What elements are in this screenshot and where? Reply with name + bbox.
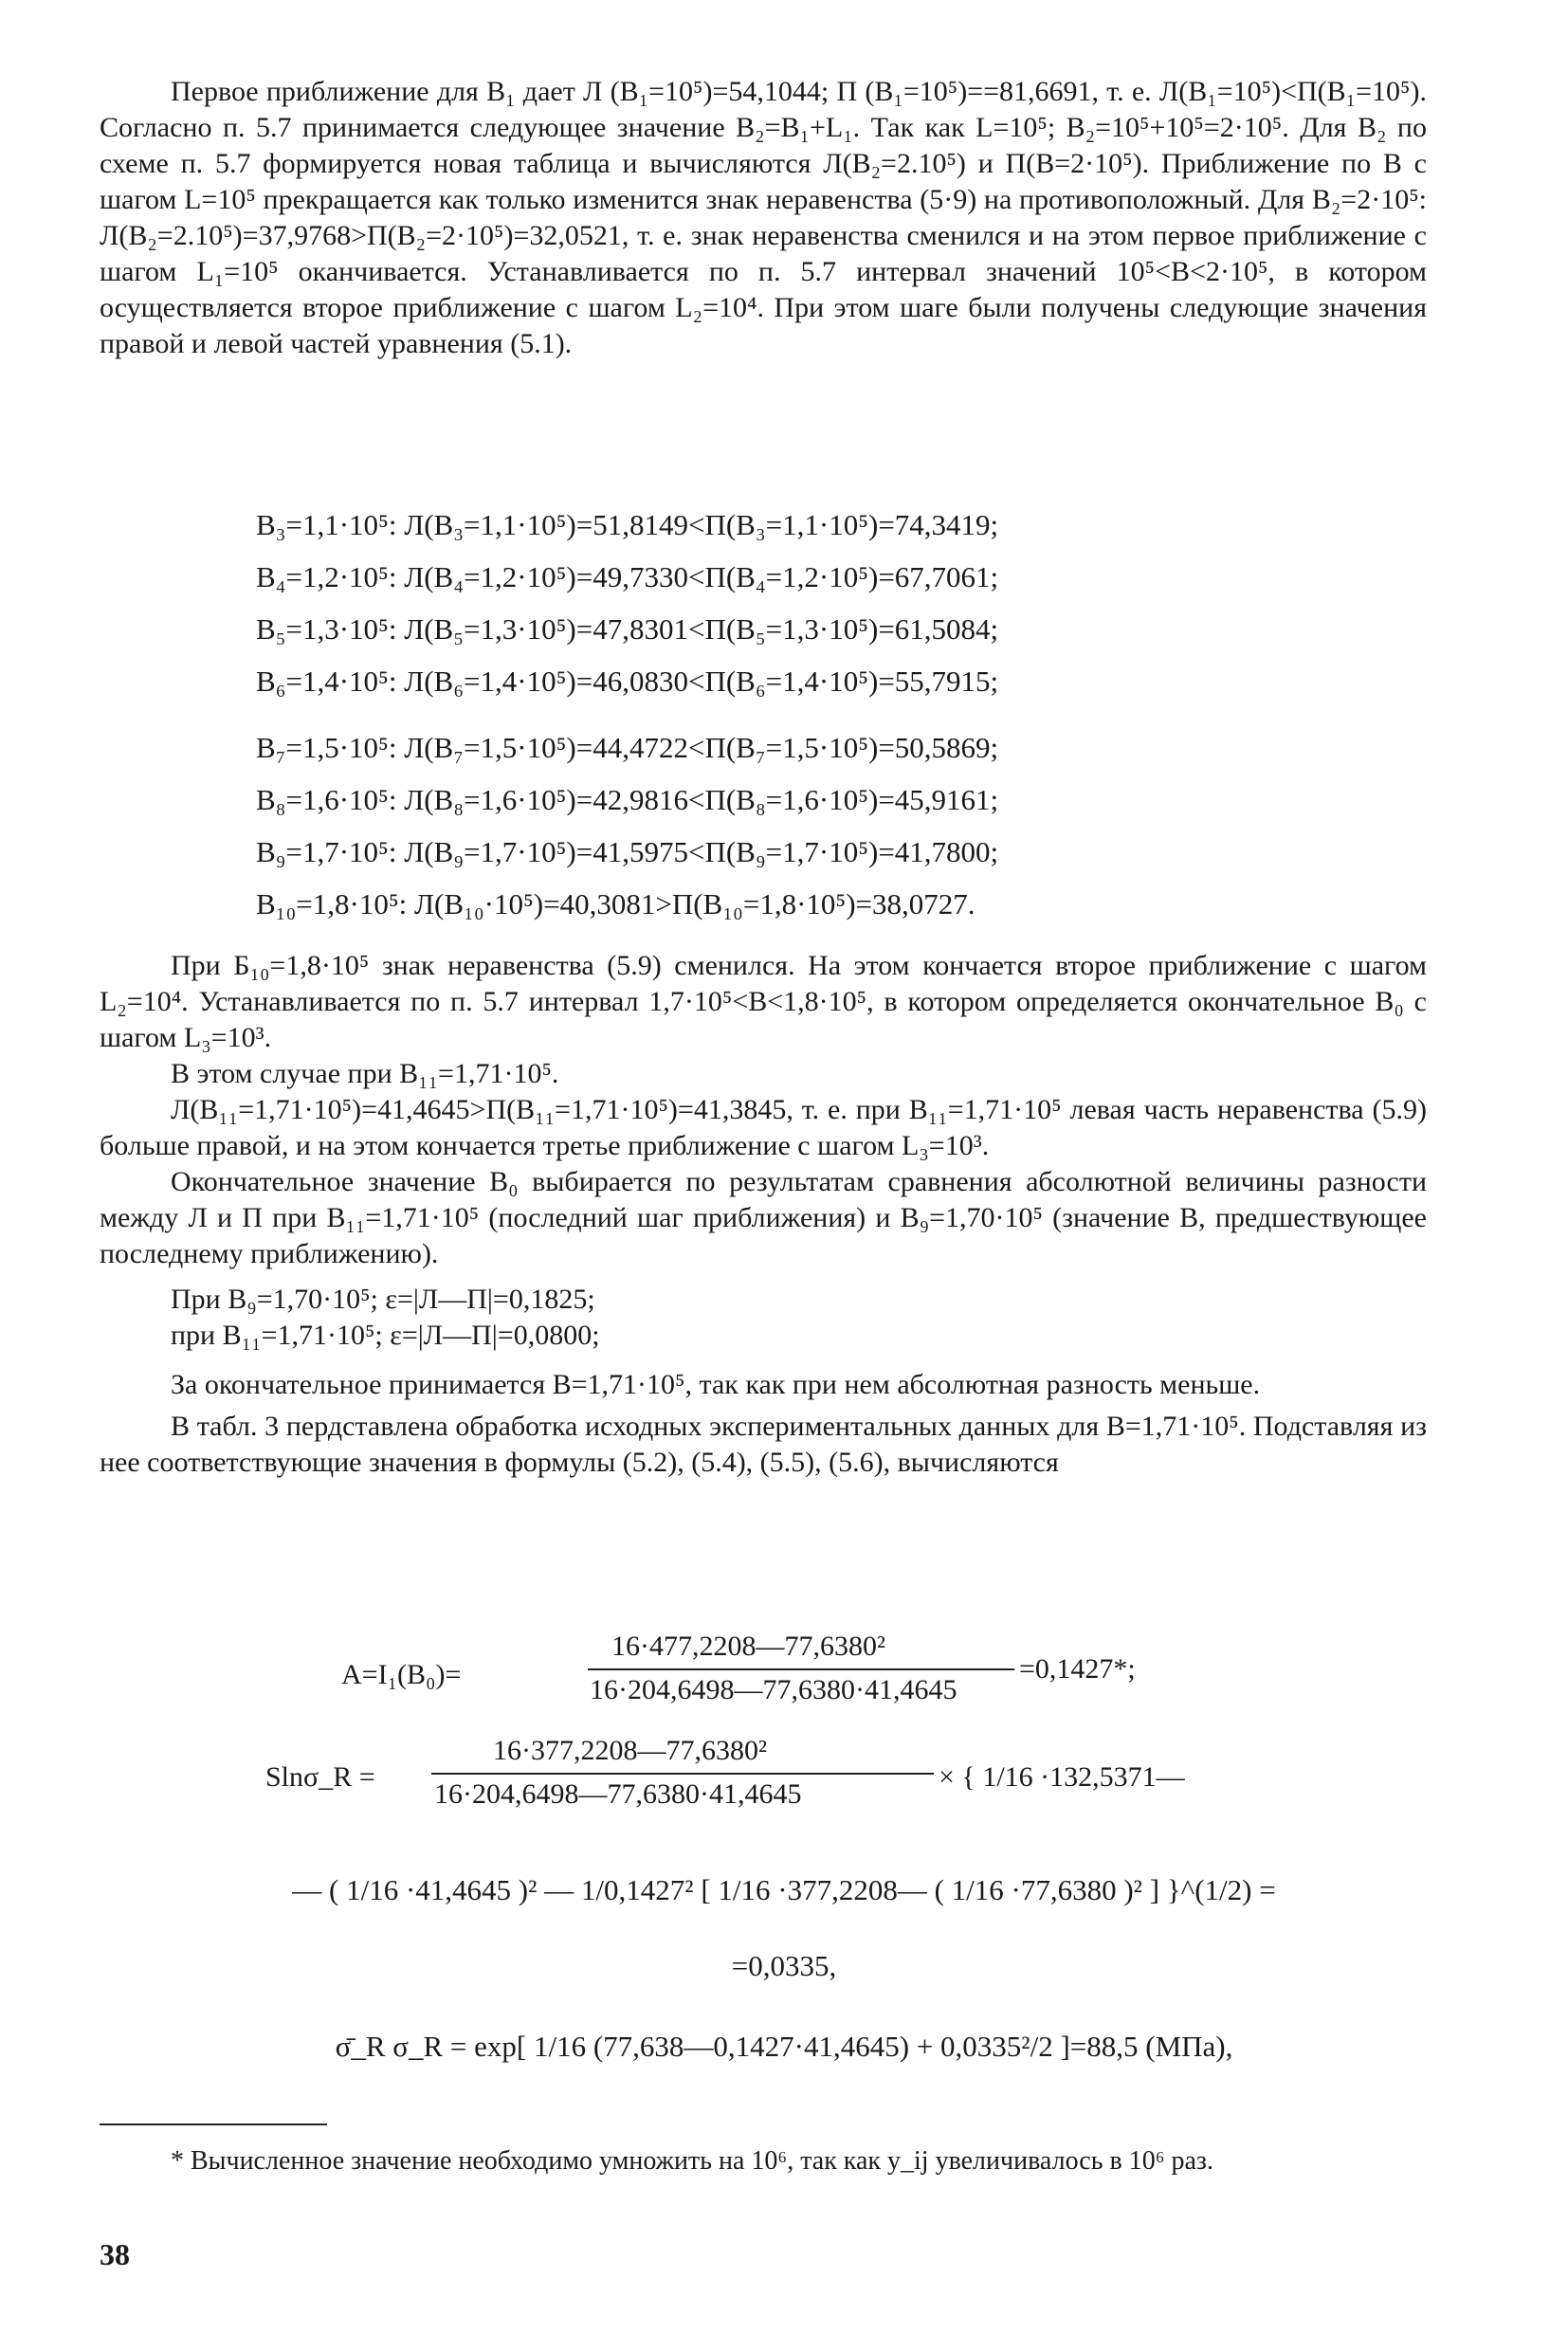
equation-b6: B₆=1,4·10⁵: Л(B₆=1,4·10⁵)=46,0830<П(B₆=1,4·10⁵)=55,7915; (256, 665, 999, 698)
intro-paragraph-block (100, 74, 1427, 362)
equation-b10: B₁₀=1,8·10⁵: Л(B₁₀·10⁵)=40,3081>П(B₁₀=1,8·10⁵)=38,0727. (256, 887, 975, 920)
formula-s-result: =0,0335, (731, 1949, 837, 1982)
intro-paragraph: Первое приближение для B₁ дает Л (B₁=10⁵)=54,1044; П (B₁=10⁵)==81,6691, т. е. Л(B₁=10⁵)<П(B₁=10⁵). Согласно п. 5.7 принимается следующее значение B₂=B₁+L₁. Так как L=10⁵; B₂=10⁵+10⁵=2·10⁵. Для B₂ по схеме п. 5.7 формируется новая таблица и вычисляются Л(B₂=2.10⁵) и П(B=2·10⁵). Приближение по B с шагом L=10⁵ прекращается как только изменится знак неравенства (5·9) на противоположный. Для B₂=2·10⁵: Л(B₂=2.10⁵)=37,9768>П(B₂=2·10⁵)=32,0521, т. е. знак неравенства сменился и на этом первое приближение с шагом L₁=10⁵ оканчивается. Устанавливается по п. 5.7 интервал значений 10⁵<B<2·10⁵, в котором осуществляется второе приближение с шагом L₂=10⁴. При этом шаге были получены следующие значения правой и левой частей уравнения (5.1). (100, 76, 1427, 359)
equation-b7: B₇=1,5·10⁵: Л(B₇=1,5·10⁵)=44,4722<П(B₇=1,5·10⁵)=50,5869; (256, 731, 999, 764)
formula-sigma: σ̄_R σ_R = exp[ 1/16 (77,638—0,1427·41,4645) + 0,0335²/2 ]=88,5 (МПа), (335, 2030, 1233, 2063)
paragraph-table3: В табл. 3 пердставлена обработка исходных экспериментальных данных для B=1,71·10⁵. Подставляя из нее соответствующие значения в формулы (5.2), (5.4), (5.5), (5.6), вычисляются (100, 1411, 1427, 1478)
equation-b5: B₅=1,3·10⁵: Л(B₅=1,3·10⁵)=47,8301<П(B₅=1,3·10⁵)=61,5084; (256, 612, 999, 646)
paragraph-third-approx: Л(B₁₁=1,71·10⁵)=41,4645>П(B₁₁=1,71·10⁵)=41,3845, т. е. при B₁₁=1,71·10⁵ левая часть неравенства (5.9) больше правой, и на этом кончается третье приближение с шагом L₃=10³. (100, 1094, 1427, 1161)
epsilon-line-1: При B₉=1,70·10⁵; ε=|Л—П|=0,1825; (171, 1284, 595, 1315)
formula-a-rhs: =0,1427*; (1019, 1653, 1136, 1685)
formula-s-continuation: — ( 1/16 ·41,4645 )² — 1/0,1427² [ 1/16 ·377,2208— ( 1/16 ·77,6380 )² ] }^(1/2) = (292, 1873, 1276, 1906)
equation-b4: B₄=1,2·10⁵: Л(B₄=1,2·10⁵)=49,7330<П(B₄=1,2·10⁵)=67,7061; (256, 560, 999, 593)
epsilon-line-2: при B₁₁=1,71·10⁵; ε=|Л—П|=0,0800; (171, 1320, 600, 1351)
formula-s-numerator: 16·377,2208—77,6380² (493, 1735, 767, 1766)
equation-b9: B₉=1,7·10⁵: Л(B₉=1,7·10⁵)=41,5975<П(B₉=1,7·10⁵)=41,7800; (256, 835, 999, 868)
formula-a-numerator: 16·477,2208—77,6380² (611, 1631, 885, 1662)
page-number: 38 (100, 2237, 130, 2271)
paragraph-accepted: За окончательное принимается B=1,71·10⁵, так как при нем абсолютная разность меньше. (171, 1369, 1261, 1400)
footnote: * Вычисленное значение необходимо умножить на 10⁶, так как y_ij увеличивалось в 10⁶ раз. (171, 2146, 1213, 2176)
equation-b3: B₃=1,1·10⁵: Л(B₃=1,1·10⁵)=51,8149<П(B₃=1,1·10⁵)=74,3419; (256, 508, 999, 541)
formula-a-fraction-bar (588, 1668, 1014, 1670)
paragraph-final-choice: Окончательное значение B₀ выбирается по результатам сравнения абсолютной величины разности между Л и П при B₁₁=1,71·10⁵ (последний шаг приближения) и B₉=1,70·10⁵ (значение B, предшествующее последнему приближению). (100, 1166, 1427, 1269)
equation-b8: B₈=1,6·10⁵: Л(B₈=1,6·10⁵)=42,9816<П(B₈=1,6·10⁵)=45,9161; (256, 783, 999, 816)
formula-s-fraction-bar (431, 1773, 934, 1775)
footnote-rule (100, 2123, 327, 2125)
formula-s-denominator: 16·204,6498—77,6380·41,4645 (434, 1778, 802, 1810)
formula-a-lhs: A=I₁(B₀)= (341, 1659, 462, 1690)
paragraph-b11: В этом случае при B₁₁=1,71·10⁵. (171, 1058, 559, 1089)
formula-a-denominator: 16·204,6498—77,6380·41,4645 (590, 1674, 957, 1705)
paragraph-second-approx: При Б₁₀=1,8·10⁵ знак неравенства (5.9) сменился. На этом кончается второе приближение с шагом L₂=10⁴. Устанавливается по п. 5.7 интервал 1,7·10⁵<B<1,8·10⁵, в котором определяется окончательное B₀ с шагом L₃=10³. (100, 950, 1427, 1053)
formula-s-tail: × { 1/16 ·132,5371— (939, 1761, 1185, 1793)
second-approx-paragraph-block (100, 948, 1427, 1481)
formula-s-lhs: Slnσ_R = (265, 1761, 375, 1793)
